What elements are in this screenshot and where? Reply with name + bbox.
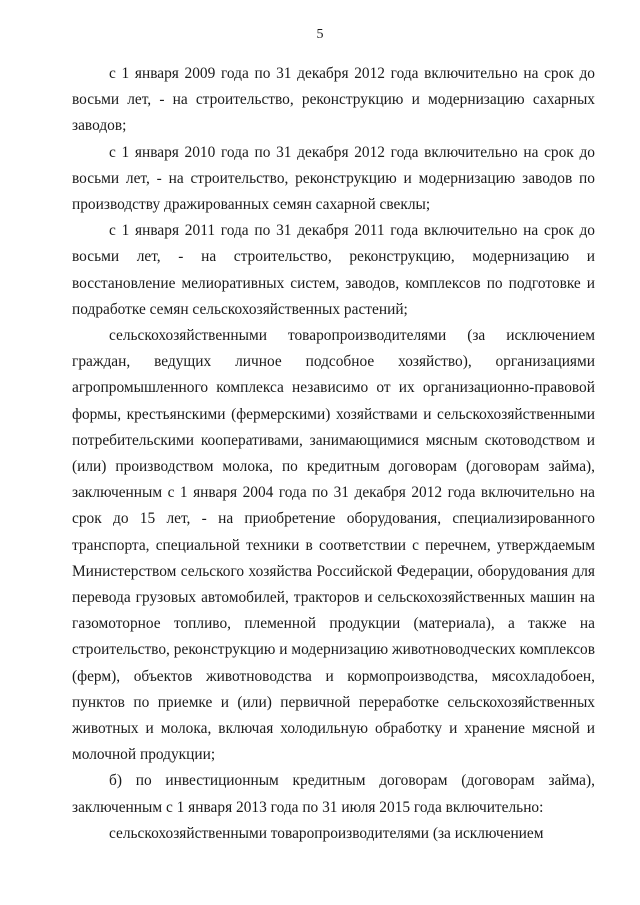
- paragraph-sugar-plants: с 1 января 2009 года по 31 декабря 2012 года включительно на срок до восьми лет, - на строительство, реконструкцию и модернизацию сахарных заводов;: [72, 65, 595, 135]
- paragraph-livestock-producers: сельскохозяйственными товаропроизводителями (за исключением граждан, ведущих личное подсобное хозяйство), организациями агропромышленного комплекса независимо от их организационно-правовой формы, крестьянскими (фермерскими) хозяйствами и сельскохозяйственными потребительскими кооперативами, занимающимися мясным скотоводством и (или) производством молока, по кредитным договорам (договорам займа), заключенным с 1 января 2004 года по 31 декабря 2012 года включительно на срок до 15 лет, - на приобретение оборудования, специализированного транспорта, специальной техники в соответствии с перечнем, утверждаемым Министерством сельского хозяйства Российской Федерации, оборудования для перевода грузовых автомобилей, тракторов и сельскохозяйственных машин на газомоторное топливо, племенной продукции (материала), а также на строительство, реконструкцию и модернизацию животноводческих комплексов (ферм), объектов животноводства и кормопроизводства, мясохладобоен, пунктов по приемке и (или) первичной переработке сельскохозяйственных животных и молока, включая холодильную обработку и хранение мясной и молочной продукции;: [72, 327, 595, 764]
- paragraph-agri-producers: сельскохозяйственными товаропроизводителями (за исключением: [109, 824, 544, 842]
- paragraph-beet-seed-plants: с 1 января 2010 года по 31 декабря 2012 года включительно на срок до восьми лет, - на строительство, реконструкцию и модернизацию заводов по производству дражированных семян сахарной свеклы;: [72, 143, 595, 214]
- paragraph-melioration: с 1 января 2011 года по 31 декабря 2011 года включительно на срок до восьми лет, - на строительство, реконструкцию, модернизацию и восстановление мелиоративных систем, заводов, комплексов по подготовке и подработке семян сельскохозяйственных растений;: [72, 222, 595, 318]
- page-number: 5: [316, 27, 324, 42]
- document-body: [72, 61, 595, 847]
- paragraph-investment-loans: б) по инвестиционным кредитным договорам (договорам займа), заключенным с 1 января 2013 года по 31 июля 2015 года включительно:: [72, 772, 595, 816]
